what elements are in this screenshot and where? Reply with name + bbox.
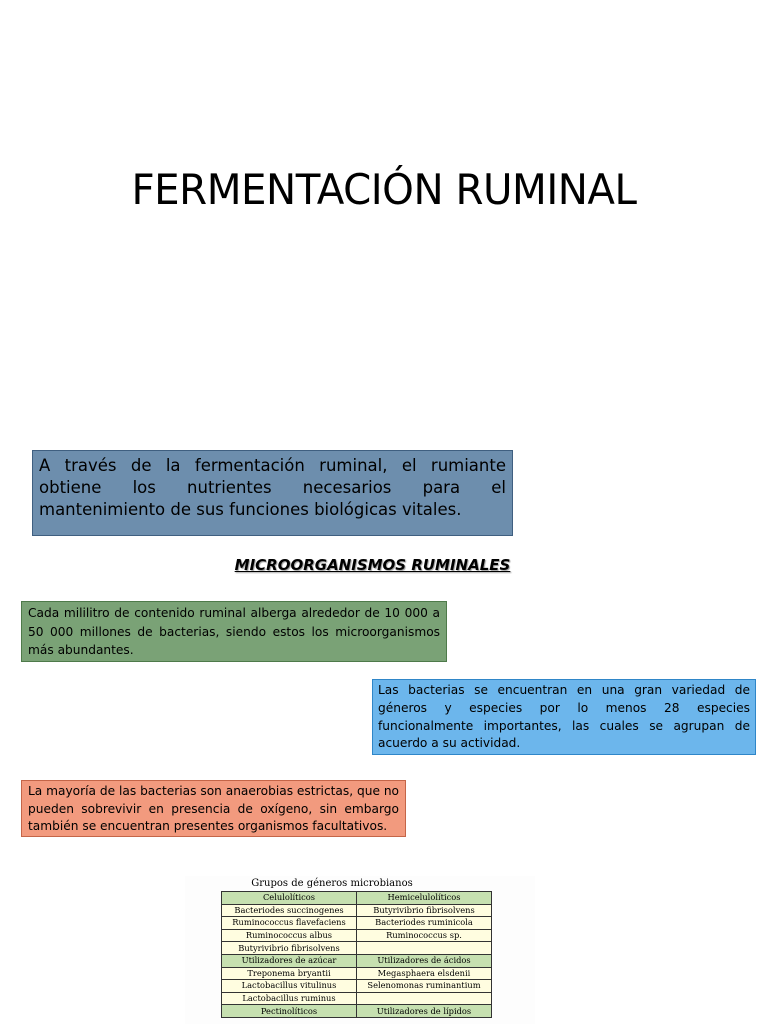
table-subheader-cell: Utilizadores de ácidos	[357, 954, 492, 967]
table-row	[222, 904, 492, 917]
table-header-row	[222, 892, 492, 905]
table-cell: Lactobacillus vitulinus	[222, 980, 357, 993]
table-header-cell: Celulolíticos	[222, 892, 357, 905]
table-header-cell: Hemicelulolíticos	[357, 892, 492, 905]
microbial-groups-table	[221, 891, 492, 1018]
page-title: FERMENTACIÓN RUMINAL	[131, 165, 637, 214]
table-cell: Ruminococcus sp.	[357, 929, 492, 942]
table-subheader-cell: Utilizadores de lípidos	[357, 1005, 492, 1018]
table-row	[222, 967, 492, 980]
table-cell: Megasphaera elsdenii	[357, 967, 492, 980]
table-cell: Butyrivibrio fibrisolvens	[222, 942, 357, 955]
table-subheader-cell: Pectinolíticos	[222, 1005, 357, 1018]
anaerobic-bacteria-box: La mayoría de las bacterias son anaerobias estrictas, que no pueden sobrevivir en presencia de oxígeno, sin embargo también se encuentran presentes organismos facultativos.	[21, 780, 406, 837]
table-row	[222, 992, 492, 1005]
table-cell: Ruminococcus albus	[222, 929, 357, 942]
table-cell: Bacteriodes ruminicola	[357, 917, 492, 930]
bacteria-variety-box: Las bacterias se encuentran en una gran variedad de géneros y especies por lo menos 28 especies funcionalmente importantes, las cuales se agrupan de acuerdo a su actividad.	[372, 679, 756, 755]
table-row	[222, 942, 492, 955]
table-row	[222, 929, 492, 942]
intro-box: A través de la fermentación ruminal, el rumiante obtiene los nutrientes necesarios para el mantenimiento de sus funciones biológicas vitales.	[32, 450, 513, 536]
section-title: MICROORGANISMOS RUMINALES	[234, 556, 511, 574]
microbial-groups-figure	[185, 876, 535, 1024]
table-row	[222, 954, 492, 967]
table-cell: Selenomonas ruminantium	[357, 980, 492, 993]
table-cell: Treponema bryantii	[222, 967, 357, 980]
table-subheader-cell: Utilizadores de azúcar	[222, 954, 357, 967]
table-cell: Bacteriodes succinogenes	[222, 904, 357, 917]
table-cell: Butyrivibrio fibrisolvens	[357, 904, 492, 917]
table-cell: Ruminococcus flavefaciens	[222, 917, 357, 930]
table-row	[222, 1005, 492, 1018]
bacteria-count-box: Cada mililitro de contenido ruminal alberga alrededor de 10 000 a 50 000 millones de bacterias, siendo estos los microorganismos más abundantes.	[21, 601, 447, 662]
table-cell	[357, 942, 492, 955]
table-row	[222, 980, 492, 993]
table-row	[222, 917, 492, 930]
table-caption: Grupos de géneros microbianos	[251, 878, 413, 889]
table-cell	[357, 992, 492, 1005]
table-cell: Lactobacillus ruminus	[222, 992, 357, 1005]
